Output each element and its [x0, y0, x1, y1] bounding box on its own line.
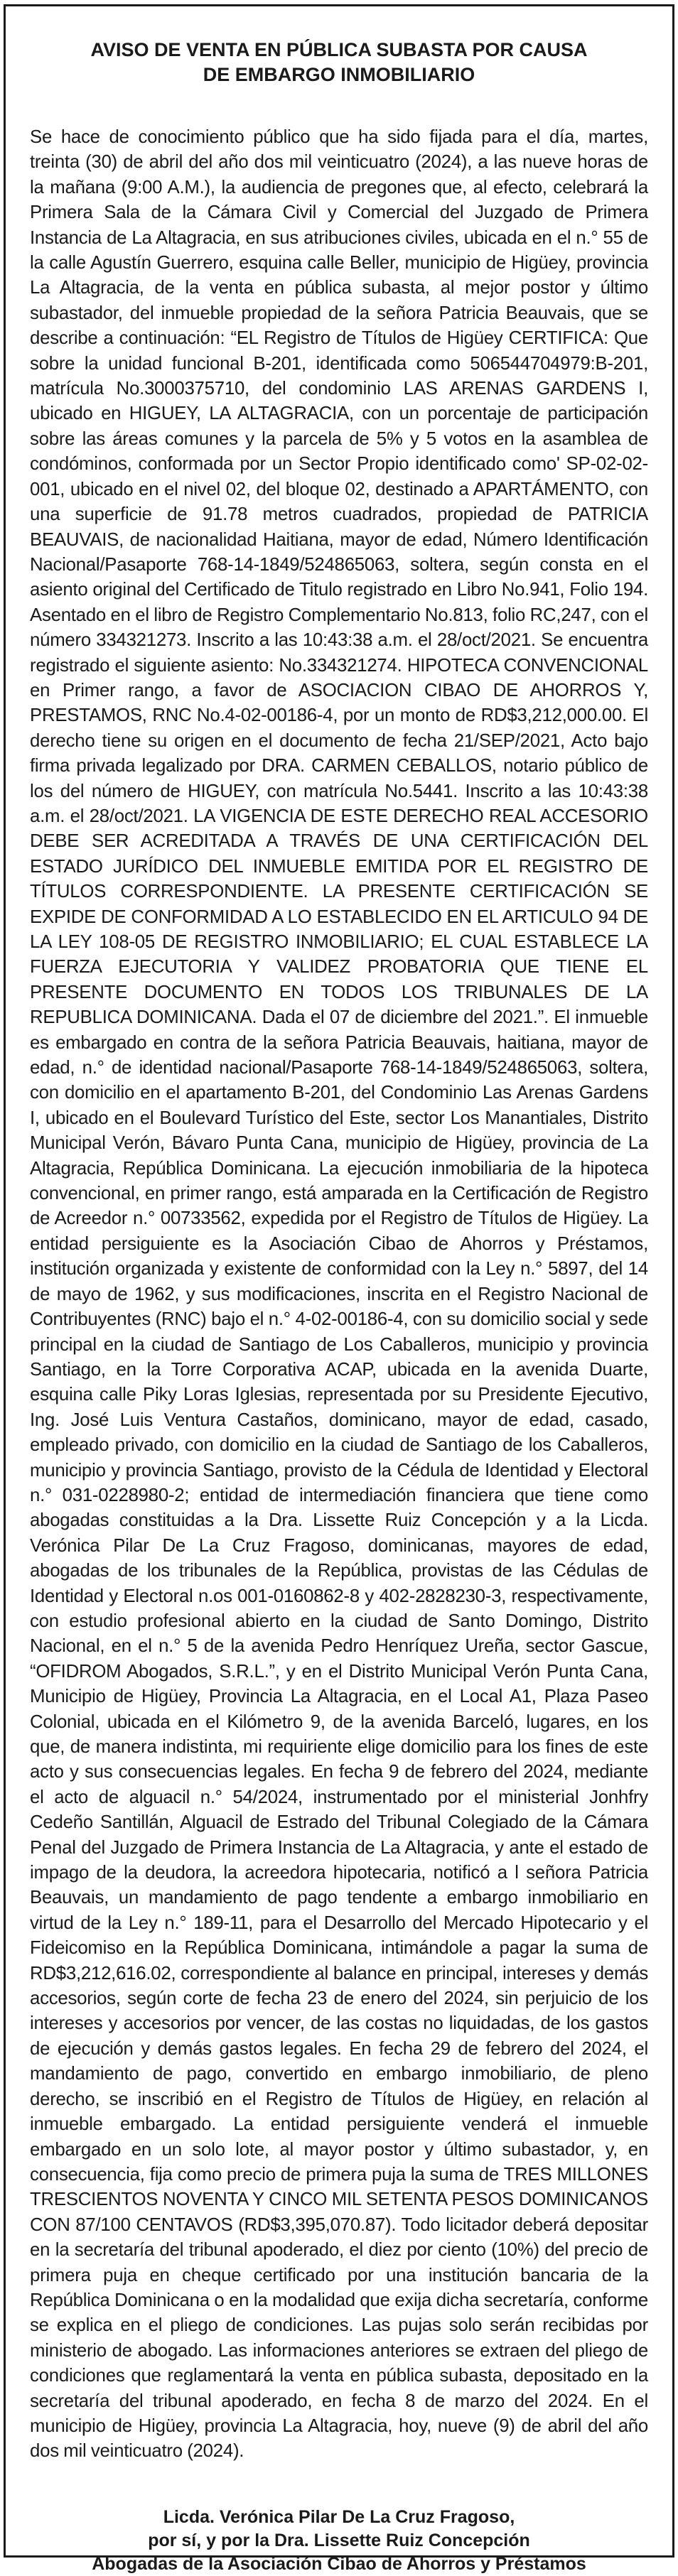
- signature-line-1: Licda. Verónica Pilar De La Cruz Fragoso,: [163, 2506, 515, 2527]
- notice-title-line-2: DE EMBARGO INMOBILIARIO: [203, 64, 475, 85]
- notice-body: Se hace de conocimiento público que ha sido fijada para el día, martes, treinta (30) de abril del año dos mil veinticuatro (2024), a las nueve horas de la mañana (9:00 A.M.), la audiencia de pregones que, al efecto, celebrará la Primera Sala de la Cámara Civil y Comercial del Juzgado de Primera Instancia de La Altagracia, en sus atribuciones civiles, ubicada en el n.° 55 de la calle Agustín Guerrero, esquina calle Beller, municipio de Higüey, provincia La Altagracia, de la venta en pública subasta, al mejor postor y último subastador, del inmueble propiedad de la señora Patricia Beauvais, que se describe a continuación: “EL Registro de Títulos de Higüey CERTIFICA: Que sobre la unidad funcional B-201, identificada como 506544704979:B-201, matrícula No.3000375710, del condominio LAS ARENAS GARDENS I, ubicado en HIGUEY, LA ALTAGRACIA, con un porcentaje de participación sobre las áreas comunes y la parcela de 5% y 5 votos en la asamblea de condóminos, conformada por un Sector Propio identificado como' SP-02-02-001, ubicado en el nivel 02, del bloque 02, destinado a APARTÁMENTO, con una superficie de 91.78 metros cuadrados, propiedad de PATRICIA BEAUVAIS, de nacionalidad Haitiana, mayor de edad, Número Identificación Nacional/Pasaporte 768-14-1849/524865063, soltera, según consta en el asiento original del Certificado de Titulo registrado en Libro No.941, Folio 194. Asentado en el libro de Registro Complementario No.813, folio RC,247, con el número 334321273. Inscrito a las 10:43:38 a.m. el 28/oct/2021. Se encuentra registrado el siguiente asiento: No.334321274. HIPOTECA CONVENCIONAL en Primer rango, a favor de ASOCIACION CIBAO DE AHORROS Y, PRESTAMOS, RNC No.4-02-00186-4, por un monto de RD$3,212,000.00. El derecho tiene su origen en el documento de fecha 21/SEP/2021, Acto bajo firma privada legalizado por DRA. CARMEN CEBALLOS, notario público de los del número de HIGUEY, con matrícula No.5441. Inscrito a las 10:43:38 a.m. el 28/oct/2021. LA VIGENCIA DE ESTE DERECHO REAL ACCESORIO DEBE SER ACREDITADA A TRAVÉS DE UNA CERTIFICACIÓN DEL ESTADO JURÍDICO DEL INMUEBLE EMITIDA POR EL REGISTRO DE TÍTULOS CORRESPONDIENTE. LA PRESENTE CERTIFICACIÓN SE EXPIDE DE CONFORMIDAD A LO ESTABLECIDO EN EL ARTICULO 94 DE LA LEY 108-05 DE REGISTRO INMOBILIARIO; EL CUAL ESTABLECE LA FUERZA EJECUTORIA Y VALIDEZ PROBATORIA QUE TIENE EL PRESENTE DOCUMENTO EN TODOS LOS TRIBUNALES DE LA REPUBLICA DOMINICANA. Dada el 07 de diciembre del 2021.”. El inmueble es embargado en contra de la señora Patricia Beauvais, haitiana, mayor de edad, n.° de identidad nacional/Pasaporte 768-14-1849/524865063, soltera, con domicilio en el apartamento B-201, del Condominio Las Arenas Gardens I, ubicado en el Boulevard Turístico del Este, sector Los Manantiales, Distrito Municipal Verón, Bávaro Punta Cana, municipio de Higüey, provincia de La Altagracia, República Dominicana. La ejecución inmobiliaria de la hipoteca convencional, en primer rango, está amparada en la Certificación de Registro de Acreedor n.° 00733562, expedida por el Registro de Títulos de Higüey. La entidad persiguiente es la Asociación Cibao de Ahorros y Préstamos, institución organizada y existente de conformidad con la Ley n.° 5897, del 14 de mayo de 1962, y sus modificaciones, inscrita en el Registro Nacional de Contribuyentes (RNC) bajo el n.° 4-02-00186-4, con su domicilio social y sede principal en la ciudad de Santiago de Los Caballeros, municipio y provincia Santiago, en la Torre Corporativa ACAP, ubicada en la avenida Duarte, esquina calle Piky Loras Iglesias, representada por su Presidente Ejecutivo, Ing. José Luis Ventura Castaños, dominicano, mayor de edad, casado, empleado privado, con domicilio en la ciudad de Santiago de los Caballeros, municipio y provincia Santiago, provisto de la Cédula de Identidad y Electoral n.° 031-0228980-2; entidad de intermediación financiera que tiene como abogadas constituidas a la Dra. Lissette Ruiz Concepción y a la Licda. Verónica Pilar De La Cruz Fragoso, dominicanas, mayores de edad, abogadas de los tribunales de la República, provistas de las Cédulas de Identidad y Electoral n.os 001-0160862-8 y 402-2828230-3, respectivamente, con estudio profesional abierto en la ciudad de Santo Domingo, Distrito Nacional, en el n.° 5 de la avenida Pedro Henríquez Ureña, sector Gascue, “OFIDROM Abogados, S.R.L.”, y en el Distrito Municipal Verón Punta Cana, Municipio de Higüey, Provincia La Altagracia, en el Local A1, Plaza Paseo Colonial, ubicada en el Kilómetro 9, de la avenida Barceló, lugares, en los que, de manera indistinta, mi requiriente elige domicilio para los fines de este acto y sus consecuencias legales. En fecha 9 de febrero del 2024, mediante el acto de alguacil n.° 54/2024, instrumentado por el ministerial Jonhfry Cedeño Santillán, Alguacil de Estrado del Tribunal Colegiado de la Cámara Penal del Juzgado de Primera Instancia de La Altagracia, y ante el estado de impago de la deudora, la acreedora hipotecaria, notificó a l señora Patricia Beauvais, un mandamiento de pago tendente a embargo inmobiliario en virtud de la Ley n.° 189-11, para el Desarrollo del Mercado Hipotecario y el Fideicomiso en la República Dominicana, intimándole a pagar la suma de RD$3,212,616.02, correspondiente al balance en principal, intereses y demás accesorios, según corte de fecha 23 de enero del 2024, sin perjuicio de los intereses y accesorios por vencer, de las costas no liquidadas, de los gastos de ejecución y demás gastos legales. En fecha 29 de febrero del 2024, el mandamiento de pago, convertido en embargo inmobiliario, de pleno derecho, se inscribió en el Registro de Títulos de Higüey, en relación al inmueble embargado. La entidad persiguiente venderá el inmueble embargado en un solo lote, al mayor postor y último subastador, y, en consecuencia, fija como precio de primera puja la suma de TRES MILLONES TRESCIENTOS NOVENTA Y CINCO MIL SETENTA PESOS DOMINICANOS CON 87/100 CENTAVOS (RD$3,395,070.87). Todo licitador deberá depositar en la secretaría del tribunal apoderado, el diez por ciento (10%) del precio de primera puja en cheque certificado por una institución bancaria de la República Dominicana o en la modalidad que exija dicha secretaría, conforme se explica en el pliego de condiciones. Las pujas solo serán recibidas por ministerio de abogado. Las informaciones anteriores se extraen del pliego de condiciones que reglamentará la venta en pública subasta, depositado en la secretaría del tribunal apoderado, en fecha 8 de marzo del 2024. En el municipio de Higüey, provincia La Altagracia, hoy, nueve (9) de abril del año dos mil veinticuatro (2024).: [30, 127, 648, 2462]
- signature-line-3: Abogadas de la Asociación Cibao de Ahorros y Préstamos: [92, 2553, 586, 2574]
- notice-title: [30, 38, 648, 87]
- notice-title-line-1: AVISO DE VENTA EN PÚBLICA SUBASTA POR CAUSA: [90, 39, 588, 60]
- signature-line-2: por sí, y por la Dra. Lissette Ruiz Concepción: [148, 2530, 530, 2550]
- legal-notice: [4, 4, 674, 2574]
- signature-block: [30, 2506, 648, 2576]
